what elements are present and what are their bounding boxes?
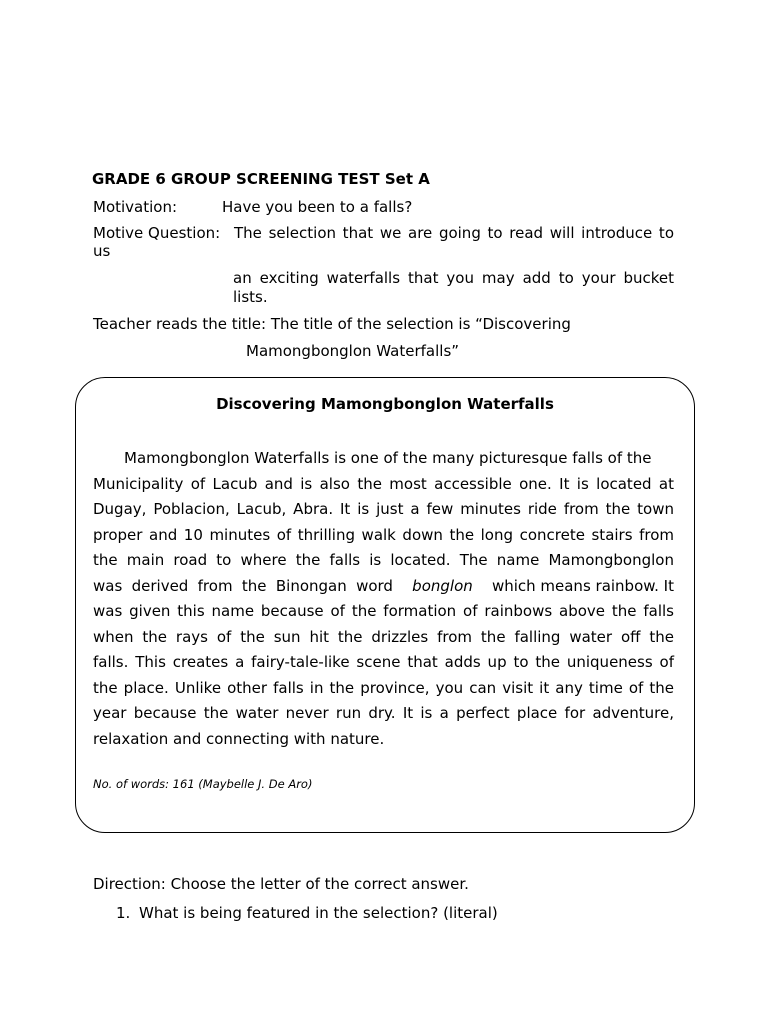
story-word: from [197, 576, 233, 595]
story-word: Binongan [275, 576, 347, 595]
page-title: GRADE 6 GROUP SCREENING TEST Set A [92, 170, 430, 188]
question-1-text: What is being featured in the selection? (literal) [139, 904, 498, 922]
story-line-6c: which means rainbow. It [491, 576, 674, 595]
story-line-2: Municipality of Lacub and is also the most accessible one. It is located at [93, 474, 674, 493]
story-line-10: the place. Unlike other falls in the province, you can visit it any time of the [93, 678, 674, 697]
story-paragraph [93, 446, 674, 752]
question-1-number: 1. [116, 904, 131, 922]
story-line-3: Dugay, Poblacion, Lacub, Abra. It is just a few minutes ride from the town [93, 500, 674, 518]
story-title: Discovering Mamongbonglon Waterfalls [216, 395, 554, 413]
teacher-line2: Mamongbonglon Waterfalls” [246, 342, 460, 360]
story-line-6a [93, 574, 393, 600]
story-line-5: the main road to where the falls is located. The name Mamongbonglon [93, 551, 674, 569]
motivation-label: Motivation: [93, 198, 178, 216]
story-word: was [93, 576, 123, 595]
story-word: the [241, 576, 267, 595]
story-line-7: was given this name because of the formation of rainbows above the falls [93, 602, 674, 620]
teacher-line1: Teacher reads the title: The title of the selection is “Discovering [93, 315, 571, 333]
word-count-source: No. of words: 161 (Maybelle J. De Aro) [93, 777, 313, 791]
motive-question-line1 [234, 224, 674, 242]
story-line-11: year because the water never run dry. It is a perfect place for adventure, [93, 704, 674, 722]
story-line-1: Mamongbonglon Waterfalls is one of the many picturesque falls of the [124, 449, 652, 467]
motive-question-label: Motive Question: [93, 224, 221, 242]
story-line-12: relaxation and connecting with nature. [93, 729, 385, 748]
story-line-6 [93, 574, 674, 600]
direction-text: Direction: Choose the letter of the correct answer. [93, 875, 469, 893]
motive-question-line2: us [93, 242, 111, 260]
motive-question-line4: lists. [233, 288, 268, 306]
story-line-8: when the rays of the sun hit the drizzles from the falling water off the [93, 627, 674, 646]
motive-question-line3: an exciting waterfalls that you may add to your bucket [233, 269, 674, 287]
story-line-9: falls. This creates a fairy-tale-like scene that adds up to the uniqueness of [93, 653, 674, 671]
story-word: derived [131, 576, 189, 595]
motive-question-text1: The selection that we are going to read will introduce to [234, 224, 674, 242]
story-line-4: proper and 10 minutes of thrilling walk down the long concrete stairs from [93, 525, 674, 544]
motivation-text: Have you been to a falls? [222, 198, 413, 216]
story-word-bonglon: bonglon [412, 576, 473, 595]
story-word: word [356, 576, 393, 595]
